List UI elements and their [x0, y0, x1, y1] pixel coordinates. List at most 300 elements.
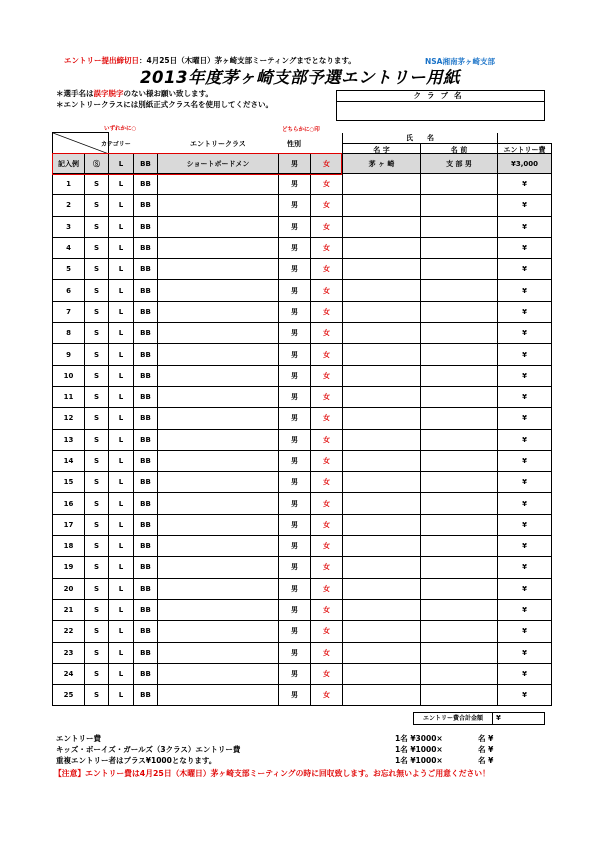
gender-male[interactable]: 男 — [279, 536, 311, 557]
surname-field[interactable] — [343, 599, 421, 620]
class-field[interactable] — [158, 386, 279, 407]
gender-male[interactable]: 男 — [279, 557, 311, 578]
gender-female[interactable]: 女 — [311, 642, 343, 663]
class-field[interactable] — [158, 344, 279, 365]
fee-line-2-price: 1名 ¥1000× — [395, 745, 443, 754]
category-bb[interactable]: BB — [134, 259, 158, 280]
category-s[interactable]: S — [85, 174, 109, 195]
given-name-field[interactable] — [421, 344, 498, 365]
total-box — [413, 712, 545, 725]
category-bb[interactable]: BB — [134, 237, 158, 258]
category-l[interactable]: L — [109, 408, 134, 429]
surname-field[interactable] — [343, 301, 421, 322]
gender-male[interactable]: 男 — [279, 195, 311, 216]
table-row — [53, 578, 552, 599]
gender-female[interactable]: 女 — [311, 557, 343, 578]
fee-field[interactable]: ¥ — [498, 174, 552, 195]
fee-field[interactable]: ¥ — [498, 323, 552, 344]
surname-field[interactable] — [343, 323, 421, 344]
example-male: 男 — [279, 154, 311, 174]
category-bb[interactable]: BB — [134, 493, 158, 514]
gender-male[interactable]: 男 — [279, 237, 311, 258]
given-name-field[interactable] — [421, 386, 498, 407]
surname-field[interactable] — [343, 493, 421, 514]
given-name-field[interactable] — [421, 365, 498, 386]
deadline-text: ：4月25日（木曜日）茅ヶ崎支部ミーティングまでとなります。 — [139, 56, 356, 65]
gender-male[interactable]: 男 — [279, 599, 311, 620]
surname-field[interactable] — [343, 557, 421, 578]
surname-field[interactable] — [343, 472, 421, 493]
surname-field[interactable] — [343, 344, 421, 365]
deadline-label: エントリー提出締切日 — [64, 56, 139, 65]
category-hint: いずれかに○ — [104, 126, 137, 132]
category-s[interactable]: S — [85, 259, 109, 280]
gender-male[interactable]: 男 — [279, 450, 311, 471]
gender-male[interactable]: 男 — [279, 344, 311, 365]
gender-female[interactable]: 女 — [311, 536, 343, 557]
given-name-field[interactable] — [421, 195, 498, 216]
row-number: 14 — [53, 450, 85, 471]
gender-male[interactable]: 男 — [279, 514, 311, 535]
table-row — [53, 216, 552, 237]
table-row — [53, 259, 552, 280]
gender-male[interactable]: 男 — [279, 663, 311, 684]
fee-line-1-unit: 名 ¥ — [478, 734, 494, 743]
category-s[interactable]: S — [85, 642, 109, 663]
fee-field[interactable]: ¥ — [498, 450, 552, 471]
gender-female[interactable]: 女 — [311, 301, 343, 322]
category-bb[interactable]: BB — [134, 685, 158, 706]
category-bb[interactable]: BB — [134, 280, 158, 301]
fee-field[interactable]: ¥ — [498, 365, 552, 386]
example-label: 記入例 — [53, 154, 85, 174]
class-field[interactable] — [158, 536, 279, 557]
category-l[interactable]: L — [109, 472, 134, 493]
category-bb[interactable]: BB — [134, 557, 158, 578]
table-row — [53, 280, 552, 301]
table-row — [53, 621, 552, 642]
class-header: エントリークラス — [190, 140, 246, 148]
class-field[interactable] — [158, 450, 279, 471]
surname-field[interactable] — [343, 663, 421, 684]
given-name-field[interactable] — [421, 557, 498, 578]
table-row — [53, 174, 552, 195]
row-number: 21 — [53, 599, 85, 620]
category-s[interactable]: S — [85, 386, 109, 407]
fee-line-2-unit: 名 ¥ — [478, 745, 494, 754]
table-row — [53, 301, 552, 322]
gender-female[interactable]: 女 — [311, 685, 343, 706]
category-bb[interactable]: BB — [134, 386, 158, 407]
example-surname: 茅 ヶ 崎 — [343, 154, 421, 174]
total-value[interactable]: ¥ — [496, 714, 501, 722]
row-number: 24 — [53, 663, 85, 684]
page-title: 2013年度茅ヶ崎支部予選エントリー用紙 — [140, 68, 460, 87]
category-bb[interactable]: BB — [134, 599, 158, 620]
row-number: 7 — [53, 301, 85, 322]
row-number: 6 — [53, 280, 85, 301]
fee-line-1-price: 1名 ¥3000× — [395, 734, 443, 743]
surname-field[interactable] — [343, 237, 421, 258]
gender-male[interactable]: 男 — [279, 323, 311, 344]
note-player-name — [56, 88, 213, 99]
fee-line-3-price: 1名 ¥1000× — [395, 756, 443, 765]
given-name-field[interactable] — [421, 685, 498, 706]
surname-field[interactable] — [343, 216, 421, 237]
class-field[interactable] — [158, 365, 279, 386]
gender-male[interactable]: 男 — [279, 472, 311, 493]
gender-male[interactable]: 男 — [279, 621, 311, 642]
class-field[interactable] — [158, 621, 279, 642]
fee-field[interactable]: ¥ — [498, 259, 552, 280]
given-name-field[interactable] — [421, 663, 498, 684]
row-number: 13 — [53, 429, 85, 450]
given-name-field[interactable] — [421, 301, 498, 322]
gender-female[interactable]: 女 — [311, 174, 343, 195]
category-l[interactable]: L — [109, 663, 134, 684]
fee-field[interactable]: ¥ — [498, 536, 552, 557]
category-l[interactable]: L — [109, 514, 134, 535]
row-number: 23 — [53, 642, 85, 663]
surname-field[interactable] — [343, 578, 421, 599]
example-category-bb: BB — [134, 154, 158, 174]
fee-line-3-unit: 名 ¥ — [478, 756, 494, 765]
category-s[interactable]: S — [85, 578, 109, 599]
given-name-field[interactable] — [421, 450, 498, 471]
class-field[interactable] — [158, 323, 279, 344]
category-bb[interactable]: BB — [134, 450, 158, 471]
fee-line-2-label: キッズ・ボーイズ・ガールズ（3クラス）エントリー費 — [56, 745, 241, 754]
given-name-field[interactable] — [421, 174, 498, 195]
class-field[interactable] — [158, 578, 279, 599]
fee-field[interactable]: ¥ — [498, 344, 552, 365]
gender-male[interactable]: 男 — [279, 642, 311, 663]
fee-field[interactable]: ¥ — [498, 195, 552, 216]
surname-field[interactable] — [343, 514, 421, 535]
class-field[interactable] — [158, 216, 279, 237]
category-bb[interactable]: BB — [134, 323, 158, 344]
category-l[interactable]: L — [109, 344, 134, 365]
category-header: カテゴリー — [101, 141, 131, 148]
gender-female[interactable]: 女 — [311, 386, 343, 407]
gender-male[interactable]: 男 — [279, 301, 311, 322]
surname-field[interactable] — [343, 685, 421, 706]
table-row — [53, 429, 552, 450]
note1-highlight: 誤字脱字 — [93, 89, 124, 98]
class-field[interactable] — [158, 429, 279, 450]
entry-rows — [52, 153, 552, 706]
category-l[interactable]: L — [109, 301, 134, 322]
row-number: 18 — [53, 536, 85, 557]
organization-name: NSA湘南茅ヶ崎支部 — [425, 57, 495, 66]
class-field[interactable] — [158, 642, 279, 663]
category-bb[interactable]: BB — [134, 642, 158, 663]
table-row — [53, 663, 552, 684]
category-s[interactable]: S — [85, 599, 109, 620]
surname-field[interactable] — [343, 429, 421, 450]
category-s[interactable]: S — [85, 621, 109, 642]
table-row — [53, 237, 552, 258]
class-field[interactable] — [158, 599, 279, 620]
category-l[interactable]: L — [109, 599, 134, 620]
category-s[interactable]: S — [85, 344, 109, 365]
table-row — [53, 514, 552, 535]
given-name-field[interactable] — [421, 280, 498, 301]
category-l[interactable]: L — [109, 450, 134, 471]
gender-male[interactable]: 男 — [279, 408, 311, 429]
surname-field[interactable] — [343, 621, 421, 642]
fee-field[interactable]: ¥ — [498, 280, 552, 301]
gender-male[interactable]: 男 — [279, 685, 311, 706]
surname-field[interactable] — [343, 259, 421, 280]
fee-field[interactable]: ¥ — [498, 493, 552, 514]
class-field[interactable] — [158, 259, 279, 280]
category-bb[interactable]: BB — [134, 301, 158, 322]
class-field[interactable] — [158, 685, 279, 706]
given-name-field[interactable] — [421, 514, 498, 535]
example-class: ショートボードメン — [158, 154, 279, 174]
category-bb[interactable]: BB — [134, 365, 158, 386]
fee-field[interactable]: ¥ — [498, 514, 552, 535]
gender-female[interactable]: 女 — [311, 514, 343, 535]
gender-male[interactable]: 男 — [279, 216, 311, 237]
given-name-field[interactable] — [421, 493, 498, 514]
surname-header: 名 字 — [343, 143, 421, 156]
fee-header: エントリー費 — [498, 143, 552, 156]
table-row — [53, 472, 552, 493]
gender-female[interactable]: 女 — [311, 344, 343, 365]
surname-field[interactable] — [343, 408, 421, 429]
gender-male[interactable]: 男 — [279, 386, 311, 407]
gender-female[interactable]: 女 — [311, 280, 343, 301]
category-l[interactable]: L — [109, 685, 134, 706]
class-field[interactable] — [158, 493, 279, 514]
fee-field[interactable]: ¥ — [498, 301, 552, 322]
category-l[interactable]: L — [109, 195, 134, 216]
given-name-field[interactable] — [421, 536, 498, 557]
category-s[interactable]: S — [85, 450, 109, 471]
row-number: 25 — [53, 685, 85, 706]
table-row — [53, 344, 552, 365]
gender-female[interactable]: 女 — [311, 365, 343, 386]
fee-field[interactable]: ¥ — [498, 621, 552, 642]
gender-female[interactable]: 女 — [311, 578, 343, 599]
gender-female[interactable]: 女 — [311, 408, 343, 429]
given-name-field[interactable] — [421, 621, 498, 642]
category-s[interactable]: S — [85, 323, 109, 344]
category-l[interactable]: L — [109, 365, 134, 386]
gender-female[interactable]: 女 — [311, 472, 343, 493]
gender-female[interactable]: 女 — [311, 323, 343, 344]
fee-field[interactable]: ¥ — [498, 216, 552, 237]
club-name-box — [336, 90, 545, 121]
gender-female[interactable]: 女 — [311, 216, 343, 237]
category-bb[interactable]: BB — [134, 578, 158, 599]
category-bb[interactable]: BB — [134, 174, 158, 195]
surname-field[interactable] — [343, 174, 421, 195]
category-s[interactable]: S — [85, 493, 109, 514]
gender-female[interactable]: 女 — [311, 429, 343, 450]
category-s[interactable]: S — [85, 536, 109, 557]
category-l[interactable]: L — [109, 237, 134, 258]
category-l[interactable]: L — [109, 386, 134, 407]
class-field[interactable] — [158, 301, 279, 322]
category-s[interactable]: S — [85, 280, 109, 301]
category-s[interactable]: S — [85, 557, 109, 578]
category-bb[interactable]: BB — [134, 344, 158, 365]
fee-field[interactable]: ¥ — [498, 557, 552, 578]
fee-field[interactable]: ¥ — [498, 599, 552, 620]
class-field[interactable] — [158, 557, 279, 578]
surname-field[interactable] — [343, 386, 421, 407]
given-name-field[interactable] — [421, 323, 498, 344]
category-bb[interactable]: BB — [134, 536, 158, 557]
gender-male[interactable]: 男 — [279, 578, 311, 599]
table-row — [53, 323, 552, 344]
category-s[interactable]: S — [85, 685, 109, 706]
category-bb[interactable]: BB — [134, 429, 158, 450]
surname-field[interactable] — [343, 450, 421, 471]
given-name-header: 名 前 — [421, 143, 498, 156]
table-row — [53, 450, 552, 471]
category-l[interactable]: L — [109, 642, 134, 663]
class-field[interactable] — [158, 237, 279, 258]
category-l[interactable]: L — [109, 536, 134, 557]
category-s[interactable]: S — [85, 365, 109, 386]
gender-male[interactable]: 男 — [279, 493, 311, 514]
note1-part-b: のない様お願い致します。 — [123, 89, 213, 98]
club-name-field[interactable] — [337, 102, 544, 120]
row-number: 17 — [53, 514, 85, 535]
gender-female[interactable]: 女 — [311, 621, 343, 642]
category-bb[interactable]: BB — [134, 621, 158, 642]
table-row — [53, 365, 552, 386]
gender-male[interactable]: 男 — [279, 174, 311, 195]
category-l[interactable]: L — [109, 323, 134, 344]
class-field[interactable] — [158, 174, 279, 195]
category-s[interactable]: S — [85, 216, 109, 237]
given-name-field[interactable] — [421, 642, 498, 663]
fee-field[interactable]: ¥ — [498, 472, 552, 493]
fee-field[interactable]: ¥ — [498, 408, 552, 429]
surname-field[interactable] — [343, 365, 421, 386]
category-bb[interactable]: BB — [134, 514, 158, 535]
category-s[interactable]: S — [85, 408, 109, 429]
given-name-field[interactable] — [421, 259, 498, 280]
category-s[interactable]: S — [85, 429, 109, 450]
example-category-s: Ⓢ — [85, 154, 109, 174]
category-l[interactable]: L — [109, 174, 134, 195]
gender-male[interactable]: 男 — [279, 365, 311, 386]
surname-field[interactable] — [343, 642, 421, 663]
row-number: 16 — [53, 493, 85, 514]
category-s[interactable]: S — [85, 472, 109, 493]
gender-female[interactable]: 女 — [311, 259, 343, 280]
category-bb[interactable]: BB — [134, 216, 158, 237]
table-row — [53, 408, 552, 429]
given-name-field[interactable] — [421, 472, 498, 493]
row-number: 3 — [53, 216, 85, 237]
row-number: 11 — [53, 386, 85, 407]
category-l[interactable]: L — [109, 259, 134, 280]
row-number: 5 — [53, 259, 85, 280]
class-field[interactable] — [158, 663, 279, 684]
class-field[interactable] — [158, 408, 279, 429]
fee-field[interactable]: ¥ — [498, 685, 552, 706]
example-given-name: 支 部 男 — [421, 154, 498, 174]
surname-field[interactable] — [343, 536, 421, 557]
fee-field[interactable]: ¥ — [498, 642, 552, 663]
row-number: 1 — [53, 174, 85, 195]
category-l[interactable]: L — [109, 578, 134, 599]
category-l[interactable]: L — [109, 493, 134, 514]
category-l[interactable]: L — [109, 429, 134, 450]
class-field[interactable] — [158, 195, 279, 216]
category-s[interactable]: S — [85, 195, 109, 216]
fee-field[interactable]: ¥ — [498, 386, 552, 407]
gender-female[interactable]: 女 — [311, 450, 343, 471]
class-field[interactable] — [158, 514, 279, 535]
fee-field[interactable]: ¥ — [498, 429, 552, 450]
category-l[interactable]: L — [109, 280, 134, 301]
class-field[interactable] — [158, 280, 279, 301]
gender-female[interactable]: 女 — [311, 599, 343, 620]
gender-header: 性別 — [287, 140, 301, 148]
given-name-field[interactable] — [421, 578, 498, 599]
given-name-field[interactable] — [421, 237, 498, 258]
category-s[interactable]: S — [85, 663, 109, 684]
gender-male[interactable]: 男 — [279, 429, 311, 450]
given-name-field[interactable] — [421, 216, 498, 237]
row-number: 2 — [53, 195, 85, 216]
table-row — [53, 599, 552, 620]
surname-field[interactable] — [343, 280, 421, 301]
gender-male[interactable]: 男 — [279, 259, 311, 280]
gender-female[interactable]: 女 — [311, 237, 343, 258]
surname-field[interactable] — [343, 195, 421, 216]
club-name-label: クラブ名 — [337, 91, 544, 102]
given-name-field[interactable] — [421, 408, 498, 429]
fee-field[interactable]: ¥ — [498, 663, 552, 684]
table-row — [53, 195, 552, 216]
given-name-field[interactable] — [421, 429, 498, 450]
category-bb[interactable]: BB — [134, 663, 158, 684]
category-l[interactable]: L — [109, 557, 134, 578]
category-l[interactable]: L — [109, 216, 134, 237]
category-s[interactable]: S — [85, 301, 109, 322]
category-s[interactable]: S — [85, 237, 109, 258]
gender-hint: どちらかに○印 — [282, 127, 320, 133]
given-name-field[interactable] — [421, 599, 498, 620]
table-row — [53, 493, 552, 514]
table-row — [53, 557, 552, 578]
category-bb[interactable]: BB — [134, 195, 158, 216]
fee-field[interactable]: ¥ — [498, 578, 552, 599]
category-bb[interactable]: BB — [134, 472, 158, 493]
category-s[interactable]: S — [85, 514, 109, 535]
gender-female[interactable]: 女 — [311, 195, 343, 216]
gender-male[interactable]: 男 — [279, 280, 311, 301]
table-row — [53, 642, 552, 663]
class-field[interactable] — [158, 472, 279, 493]
row-number: 4 — [53, 237, 85, 258]
fee-field[interactable]: ¥ — [498, 237, 552, 258]
category-bb[interactable]: BB — [134, 408, 158, 429]
gender-female[interactable]: 女 — [311, 493, 343, 514]
gender-female[interactable]: 女 — [311, 663, 343, 684]
category-l[interactable]: L — [109, 621, 134, 642]
table-row — [53, 386, 552, 407]
